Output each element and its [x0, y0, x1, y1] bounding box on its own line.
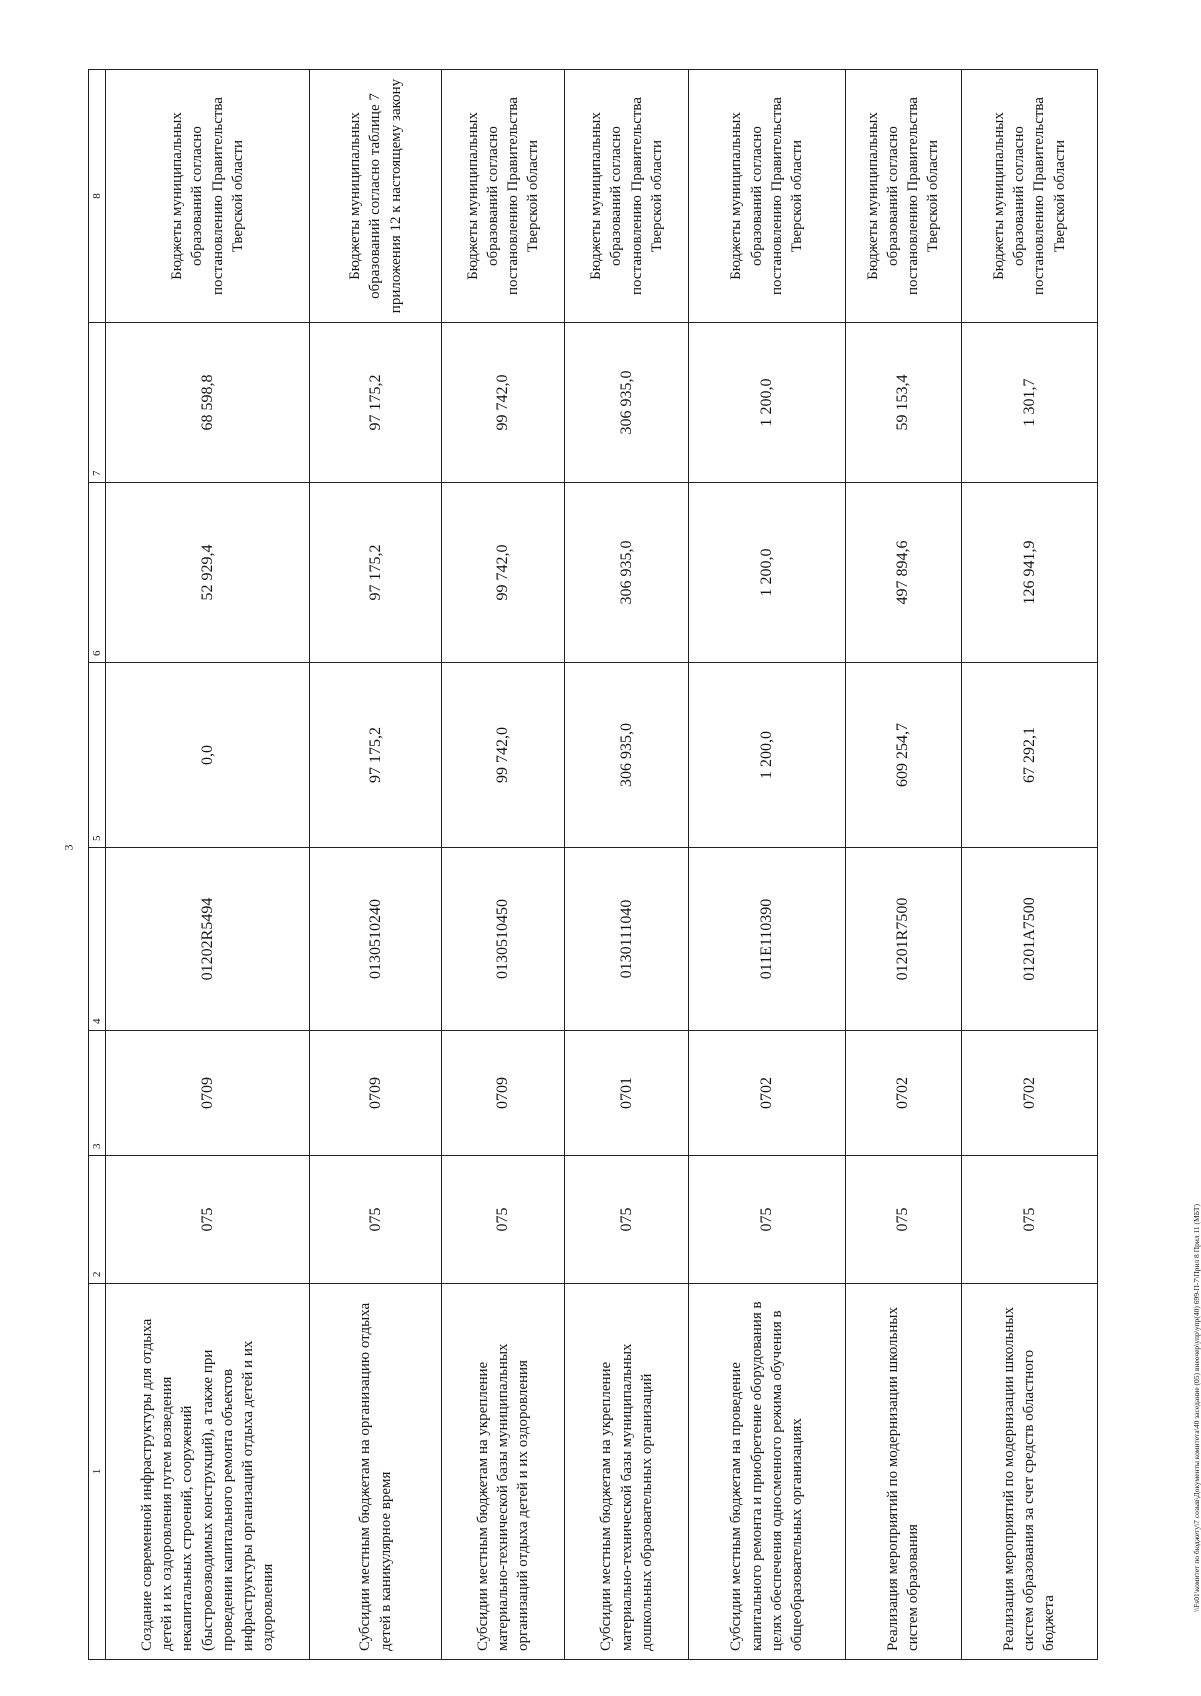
- target-article-code: 0130510240: [310, 848, 441, 1031]
- row-description: Создание современной инфраструктуры для отдыха детей и их оздоровления путем возведения некапитальных строений, сооружений (быстровозводимых конструкций), а также при проведении капитального ремонта объектов инфраструктуры организаций отдыха детей и их оздоровления: [106, 1284, 310, 1660]
- column-number-row: [89, 70, 106, 1660]
- grbs-code: 075: [310, 1156, 441, 1284]
- section-code: 0702: [961, 1031, 1097, 1156]
- recipient-budget: Бюджеты муниципальных образований согласно постановлению Правительства Тверской области: [845, 70, 961, 323]
- subsidy-table: [88, 69, 1098, 1660]
- amount-col7: 306 935,0: [565, 323, 689, 483]
- section-code: 0709: [310, 1031, 441, 1156]
- row-description: Субсидии местным бюджетам на организацию отдыха детей в каникулярное время: [310, 1284, 441, 1660]
- grbs-code: 075: [106, 1156, 310, 1284]
- amount-col5: 67 292,1: [961, 663, 1097, 848]
- section-code: 0709: [106, 1031, 310, 1156]
- grbs-code: 075: [441, 1156, 565, 1284]
- row-description: Субсидии местным бюджетам на укрепление материально-технической базы муниципальных организаций отдыха детей и их оздоровления: [441, 1284, 565, 1660]
- column-header: 3: [89, 1031, 106, 1156]
- row-description: Реализация мероприятий по модернизации школьных систем образования: [845, 1284, 961, 1660]
- amount-col5: 99 742,0: [441, 663, 565, 848]
- recipient-budget: Бюджеты муниципальных образований согласно постановлению Правительства Тверской области: [961, 70, 1097, 323]
- recipient-budget: Бюджеты муниципальных образований согласно постановлению Правительства Тверской области: [441, 70, 565, 323]
- row-description: Реализация мероприятий по модернизации школьных систем образования за счет средств областного бюджета: [961, 1284, 1097, 1660]
- target-article-code: 01201R7500: [845, 848, 961, 1031]
- column-header: 5: [89, 663, 106, 848]
- amount-col7: 68 598,8: [106, 323, 310, 483]
- column-header: 2: [89, 1156, 106, 1284]
- column-header: 7: [89, 323, 106, 483]
- amount-col7: 59 153,4: [845, 323, 961, 483]
- table-row: [845, 70, 961, 1660]
- table-row: [441, 70, 565, 1660]
- grbs-code: 075: [961, 1156, 1097, 1284]
- amount-col7: 97 175,2: [310, 323, 441, 483]
- amount-col6: 306 935,0: [565, 483, 689, 663]
- row-description: Субсидии местным бюджетам на проведение капитального ремонта и приобретение оборудования в целях обеспечения односменного режима обучения в общеобразовательных организациях: [689, 1284, 845, 1660]
- grbs-code: 075: [845, 1156, 961, 1284]
- target-article-code: 01201A7500: [961, 848, 1097, 1031]
- table-body: [106, 70, 1098, 1660]
- amount-col6: 1 200,0: [689, 483, 845, 663]
- amount-col6: 126 941,9: [961, 483, 1097, 663]
- section-code: 0709: [441, 1031, 565, 1156]
- amount-col7: 1 200,0: [689, 323, 845, 483]
- amount-col6: 497 894,6: [845, 483, 961, 663]
- section-code: 0702: [845, 1031, 961, 1156]
- page-number: 3: [61, 844, 76, 851]
- recipient-budget: Бюджеты муниципальных образований согласно постановлению Правительства Тверской области: [565, 70, 689, 323]
- amount-col5: 609 254,7: [845, 663, 961, 848]
- target-article-code: 0130111040: [565, 848, 689, 1031]
- amount-col5: 0,0: [106, 663, 310, 848]
- footer-file-path: \\Fs01\комитет по бюджету\7 созыв\Документы комитета\40 заседание (05) внеочер\упр\упр(40) 699-П-7\Прил 8 Прил 11 (МБТ): [1192, 1203, 1201, 1612]
- amount-col7: 1 301,7: [961, 323, 1097, 483]
- recipient-budget: Бюджеты муниципальных образований согласно постановлению Правительства Тверской области: [106, 70, 310, 323]
- column-header: 8: [89, 70, 106, 323]
- recipient-budget: Бюджеты муниципальных образований согласно постановлению Правительства Тверской области: [689, 70, 845, 323]
- target-article-code: 011E110390: [689, 848, 845, 1031]
- table-row: [106, 70, 310, 1660]
- column-header: 4: [89, 848, 106, 1031]
- table-row: [565, 70, 689, 1660]
- section-code: 0701: [565, 1031, 689, 1156]
- amount-col6: 99 742,0: [441, 483, 565, 663]
- section-code: 0702: [689, 1031, 845, 1156]
- column-header: 1: [89, 1284, 106, 1660]
- grbs-code: 075: [565, 1156, 689, 1284]
- amount-col5: 306 935,0: [565, 663, 689, 848]
- amount-col5: 97 175,2: [310, 663, 441, 848]
- table-row: [961, 70, 1097, 1660]
- recipient-budget: Бюджеты муниципальных образований согласно таблице 7 приложения 12 к настоящему закону: [310, 70, 441, 323]
- subsidy-table-container: [88, 70, 1098, 1660]
- amount-col6: 52 929,4: [106, 483, 310, 663]
- target-article-code: 0130510450: [441, 848, 565, 1031]
- amount-col5: 1 200,0: [689, 663, 845, 848]
- table-row: [310, 70, 441, 1660]
- amount-col7: 99 742,0: [441, 323, 565, 483]
- column-header: 6: [89, 483, 106, 663]
- row-description: Субсидии местным бюджетам на укрепление материально-технической базы муниципальных дошкольных образовательных организаций: [565, 1284, 689, 1660]
- amount-col6: 97 175,2: [310, 483, 441, 663]
- target-article-code: 01202R5494: [106, 848, 310, 1031]
- grbs-code: 075: [689, 1156, 845, 1284]
- table-row: [689, 70, 845, 1660]
